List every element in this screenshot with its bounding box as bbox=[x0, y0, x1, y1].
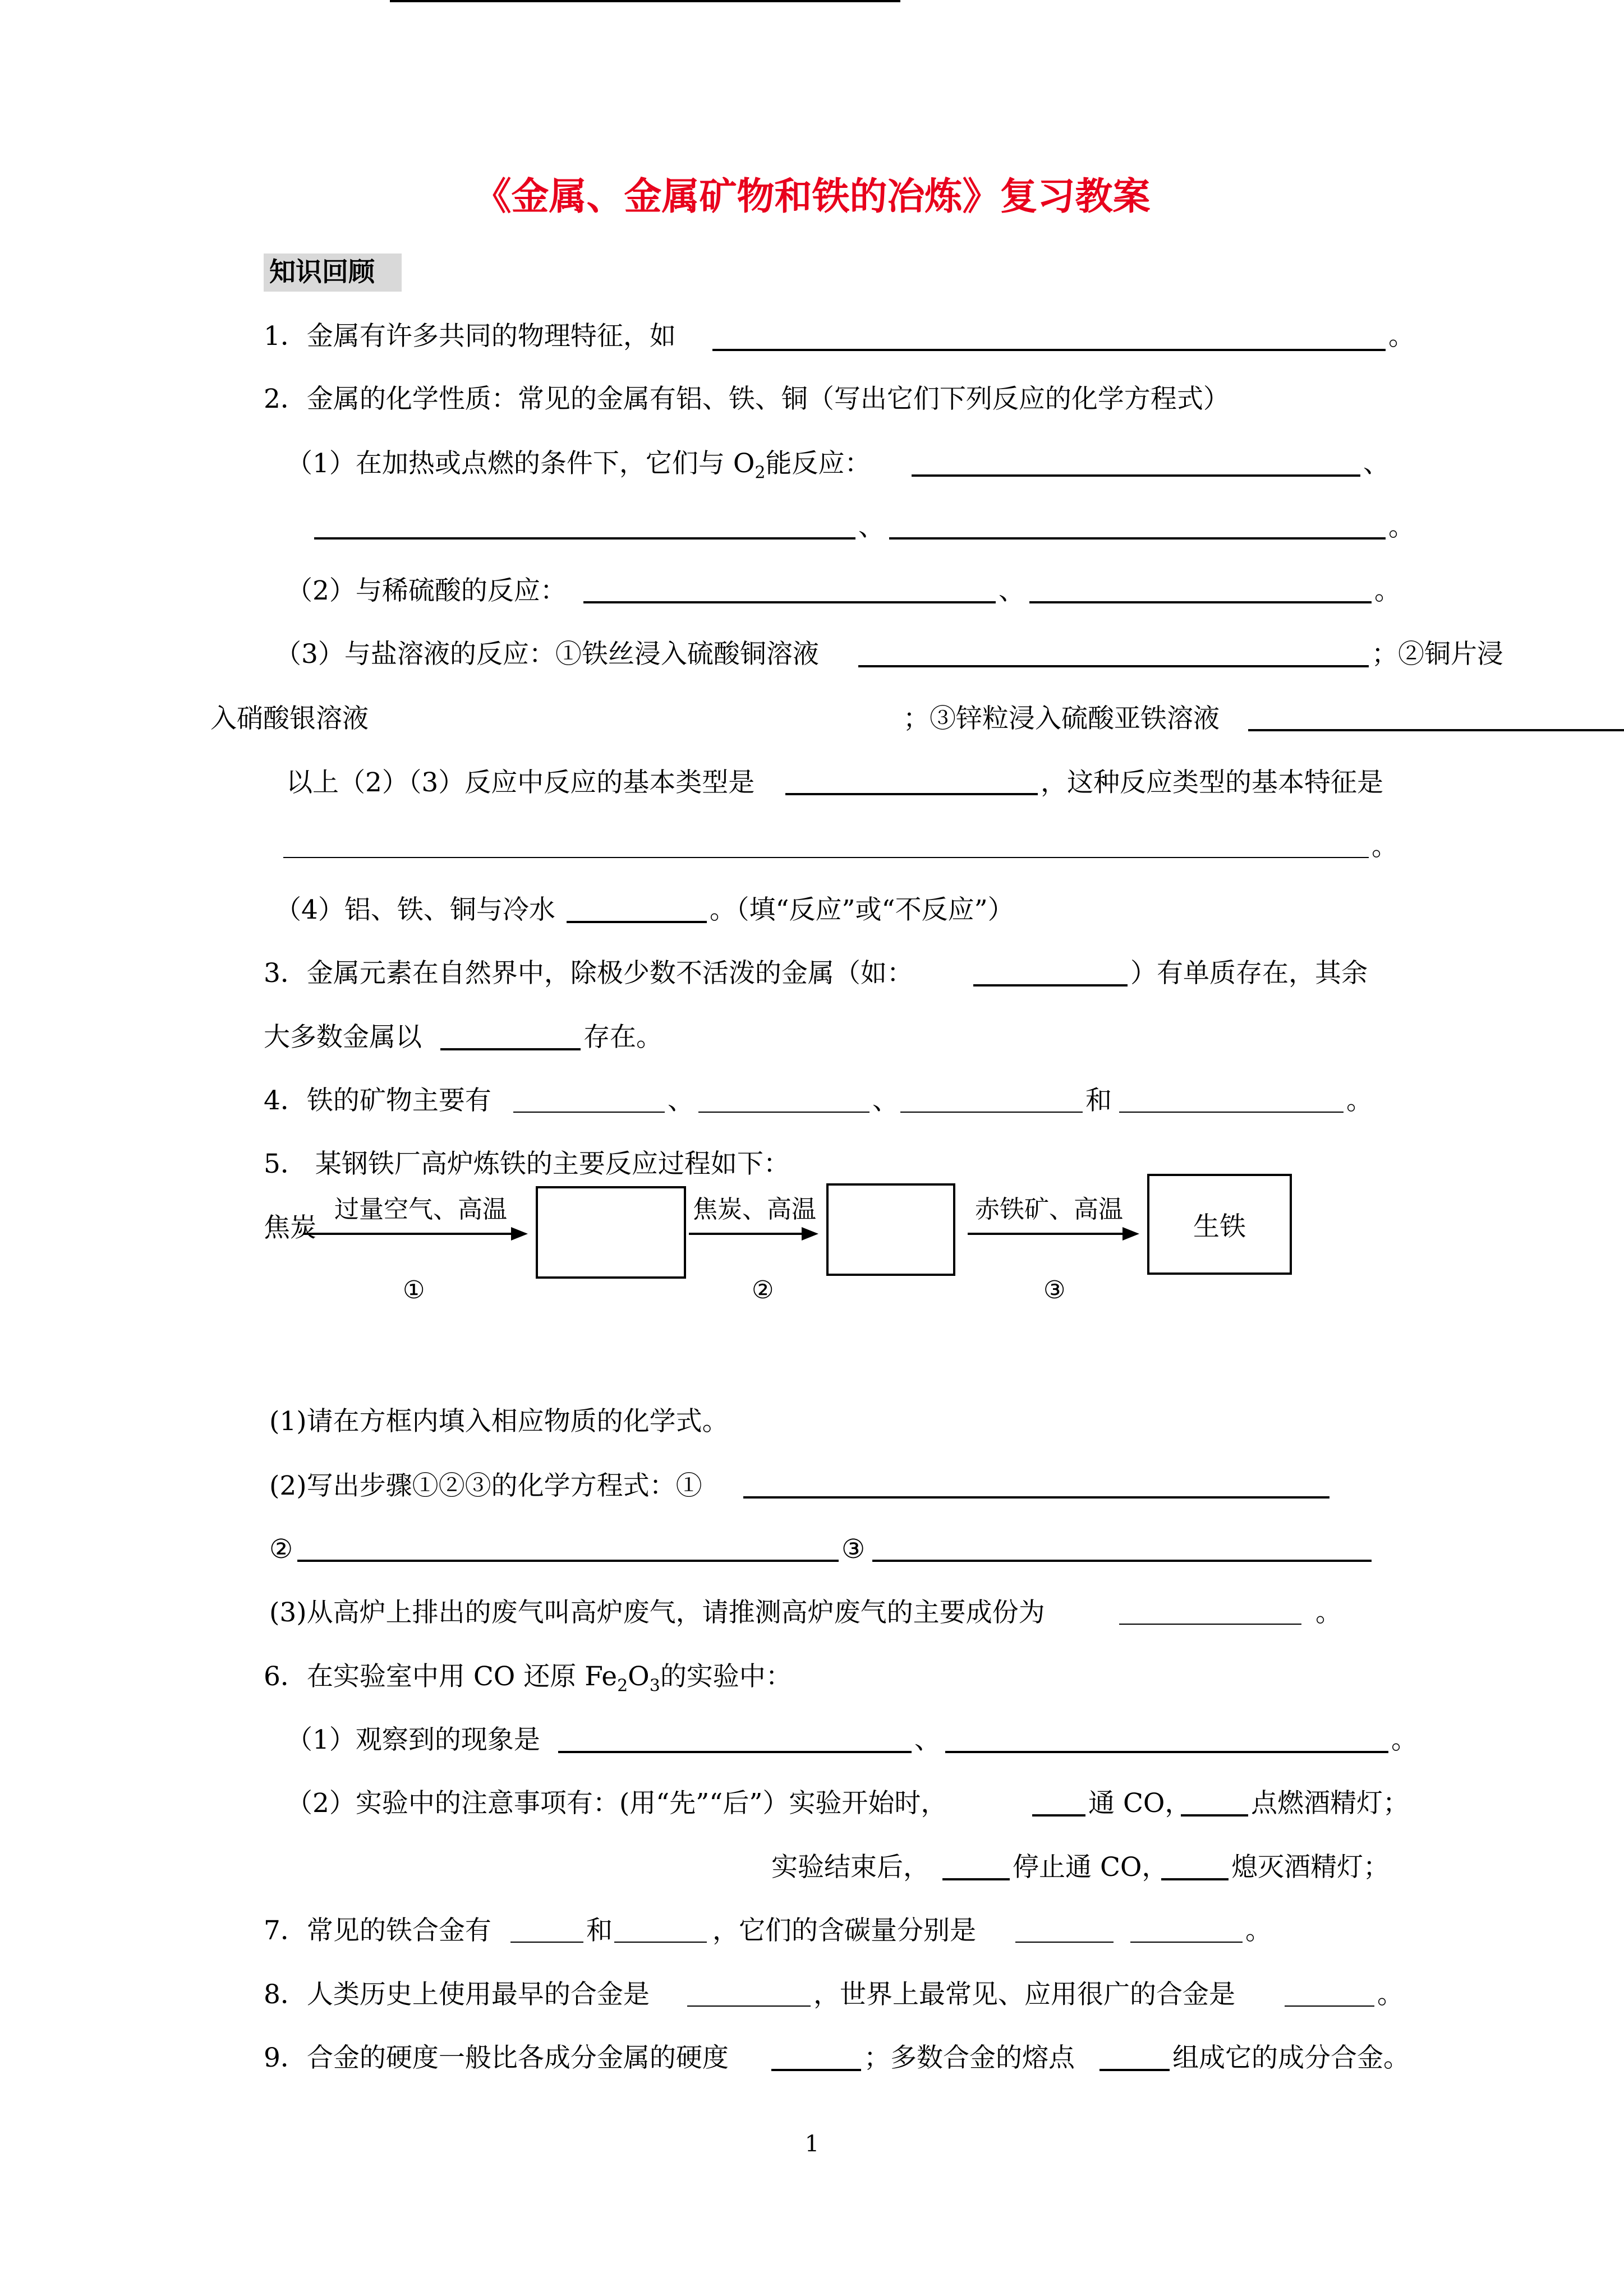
q4-a: 4．铁的矿物主要有 bbox=[264, 1085, 491, 1116]
q2-p1-sep: 、 bbox=[1363, 448, 1390, 479]
q5-s2c: ③ bbox=[841, 1534, 866, 1565]
page-number: 1 bbox=[804, 2131, 820, 2157]
q1-end: 。 bbox=[1388, 321, 1415, 352]
q5-arrow1-label: 过量空气、高温 bbox=[334, 1195, 507, 1224]
q6-p2-blank-2[interactable] bbox=[1181, 1814, 1248, 1816]
q5-arrow2-label: 焦炭、高温 bbox=[693, 1195, 816, 1224]
q7-blank-2[interactable] bbox=[614, 1942, 707, 1943]
q6-p2a: （2）实验中的注意事项有：(用“先”“后”）实验开始时， bbox=[286, 1788, 947, 1819]
q2-p2-sep: 、 bbox=[999, 575, 1025, 606]
q4-sep-2: 、 bbox=[872, 1085, 899, 1116]
q2-p3-blank-4[interactable] bbox=[785, 793, 1038, 795]
q7-c: ，它们的含碳量分别是 bbox=[712, 1915, 976, 1946]
q6-p2e: 停止通 CO， bbox=[1013, 1852, 1168, 1883]
q2-p3-blank-3[interactable] bbox=[1248, 729, 1624, 731]
q6-p2-blank-3[interactable] bbox=[942, 1878, 1010, 1880]
q5-step-2: ② bbox=[752, 1276, 774, 1304]
q8-blank-2[interactable] bbox=[1285, 2005, 1374, 2007]
q8-b: ，世界上最常见、应用很广的合金是 bbox=[813, 1979, 1235, 2010]
q6-p2-blank-4[interactable] bbox=[1161, 1878, 1229, 1880]
q6-p2f: 熄灭酒精灯； bbox=[1231, 1852, 1390, 1883]
q5-s2-blank-2[interactable] bbox=[297, 1560, 839, 1562]
q2-p2-end: 。 bbox=[1374, 575, 1401, 606]
q5-s2b: ② bbox=[269, 1534, 293, 1565]
q3-d: 存在。 bbox=[583, 1022, 663, 1053]
q6-p2-blank-1[interactable] bbox=[1032, 1814, 1085, 1816]
q6-p2b: 通 CO， bbox=[1088, 1788, 1191, 1819]
q5-s2: (2)写出步骤①②③的化学方程式：① bbox=[269, 1470, 702, 1501]
q7-blank-3[interactable] bbox=[1015, 1942, 1114, 1943]
q2-p1-blank-2[interactable] bbox=[314, 537, 855, 540]
q2-p1-end: 。 bbox=[1388, 511, 1415, 542]
q5-s3: (3)从高炉上排出的废气叫高炉废气，请推测高炉废气的主要成份为 bbox=[269, 1597, 1045, 1628]
q2-p1: （1）在加热或点燃的条件下，它们与 $O_2$能反应： bbox=[286, 448, 871, 483]
q5-product-label: 生铁 bbox=[1193, 1211, 1246, 1242]
q9-a: 9．合金的硬度一般比各成分金属的硬度 bbox=[264, 2043, 729, 2073]
q8-blank-1[interactable] bbox=[687, 2005, 811, 2007]
q5-s1: (1)请在方框内填入相应物质的化学式。 bbox=[269, 1406, 729, 1437]
q5-s2-blank-1[interactable] bbox=[743, 1496, 1329, 1499]
q5-s2-blank-3[interactable] bbox=[872, 1560, 1372, 1562]
q2-p3e: 以上（2）（3）反应中反应的基本类型是 bbox=[286, 767, 755, 798]
q2-p3-blank-1[interactable] bbox=[858, 665, 1369, 667]
q5-s3-end: 。 bbox=[1315, 1597, 1342, 1628]
q9-c: 组成它的成分合金。 bbox=[1172, 2043, 1410, 2073]
page-title: 《金属、金属矿物和铁的冶炼》复习教案 bbox=[473, 174, 1151, 218]
q7-end: 。 bbox=[1245, 1915, 1272, 1946]
q2-p3-blank-2[interactable] bbox=[390, 0, 900, 2]
q3-blank-1[interactable] bbox=[973, 984, 1128, 986]
q2-p4-blank[interactable] bbox=[567, 921, 707, 923]
q6-p1-blank-2[interactable] bbox=[945, 1751, 1388, 1753]
q4-blank-2[interactable] bbox=[698, 1112, 869, 1113]
q5-start-material: 焦炭 bbox=[264, 1212, 316, 1243]
q6-p1-sep: 、 bbox=[914, 1725, 941, 1755]
q9-blank-1[interactable] bbox=[771, 2069, 861, 2071]
q2-p4b: 。（填“反应”或“不反应”） bbox=[710, 895, 1014, 925]
q2-p1-sep-2: 、 bbox=[858, 511, 885, 542]
section-heading: 知识回顾 bbox=[264, 253, 402, 292]
q7-b: 和 bbox=[586, 1915, 613, 1946]
q5-s3-blank[interactable] bbox=[1119, 1624, 1301, 1625]
q5-product-box bbox=[1147, 1174, 1292, 1275]
q4-end: 。 bbox=[1346, 1085, 1373, 1116]
q2-p3a: （3）与盐溶液的反应：①铁丝浸入硫酸铜溶液 bbox=[275, 639, 819, 670]
q2-p1-blank-3[interactable] bbox=[889, 537, 1386, 540]
q5-box-1[interactable] bbox=[536, 1186, 686, 1279]
q2-p3b: ；②铜片浸 bbox=[1372, 639, 1503, 670]
q4-blank-3[interactable] bbox=[900, 1112, 1083, 1113]
q2-p3f: ，这种反应类型的基本特征是 bbox=[1041, 767, 1383, 798]
q3-blank-2[interactable] bbox=[440, 1048, 581, 1050]
q6-p2d: 实验结束后， bbox=[771, 1852, 930, 1883]
q6-p2c: 点燃酒精灯； bbox=[1251, 1788, 1409, 1819]
q2-p1-blank-1[interactable] bbox=[912, 474, 1360, 477]
q9-b: ；多数合金的熔点 bbox=[864, 2043, 1075, 2073]
q6-p1: （1）观察到的现象是 bbox=[286, 1725, 540, 1755]
q4-blank-4[interactable] bbox=[1119, 1112, 1344, 1113]
q5-step-1: ① bbox=[403, 1276, 425, 1304]
q4-blank-1[interactable] bbox=[513, 1112, 665, 1113]
q2-p3c: 入硝酸银溶液 bbox=[210, 703, 369, 734]
q2-p3-blank-5[interactable] bbox=[283, 857, 1369, 858]
q5-arrow3 bbox=[968, 1233, 1136, 1235]
q8-a: 8．人类历史上使用最早的合金是 bbox=[264, 1979, 650, 2010]
q5-intro: 5． 某钢铁厂高炉炼铁的主要反应过程如下： bbox=[264, 1149, 790, 1179]
q2-p2: （2）与稀硫酸的反应： bbox=[286, 575, 567, 606]
q1-text: 1．金属有许多共同的物理特征，如 bbox=[264, 321, 676, 352]
q5-step-3: ③ bbox=[1043, 1276, 1066, 1304]
q7-a: 7．常见的铁合金有 bbox=[264, 1915, 491, 1946]
q5-arrow3-label: 赤铁矿、高温 bbox=[975, 1195, 1123, 1224]
q2-p2-blank-1[interactable] bbox=[583, 601, 996, 603]
q6-p1-blank-1[interactable] bbox=[558, 1751, 912, 1753]
q4-and: 和 bbox=[1085, 1085, 1112, 1116]
q5-arrow2 bbox=[689, 1233, 815, 1235]
q6-intro: 6．在实验室中用 CO 还原 $Fe_2O_3$的实验中： bbox=[264, 1661, 792, 1696]
q9-blank-2[interactable] bbox=[1099, 2069, 1170, 2071]
q8-end: 。 bbox=[1377, 1979, 1404, 2010]
q7-blank-4[interactable] bbox=[1130, 1942, 1243, 1943]
q2-p2-blank-2[interactable] bbox=[1029, 601, 1372, 603]
q2-p3-end: 。 bbox=[1372, 831, 1398, 862]
q2-p3d: ；③锌粒浸入硫酸亚铁溶液 bbox=[903, 703, 1220, 734]
q3-b: ）有单质存在，其余 bbox=[1130, 958, 1368, 989]
q3-c: 大多数金属以 bbox=[264, 1022, 422, 1053]
q1-blank[interactable] bbox=[712, 349, 1386, 351]
q3-a: 3．金属元素在自然界中，除极少数不活泼的金属（如： bbox=[264, 958, 913, 989]
q7-blank-1[interactable] bbox=[510, 1942, 583, 1943]
q2-intro: 2．金属的化学性质：常见的金属有铝、铁、铜（写出它们下列反应的化学方程式） bbox=[264, 384, 1230, 414]
q4-sep-1: 、 bbox=[668, 1085, 694, 1116]
q6-p1-end: 。 bbox=[1391, 1725, 1418, 1755]
q5-arrow1 bbox=[303, 1233, 525, 1235]
q2-p4: （4）铝、铁、铜与冷水 bbox=[275, 895, 555, 925]
q5-box-2[interactable] bbox=[826, 1183, 955, 1276]
